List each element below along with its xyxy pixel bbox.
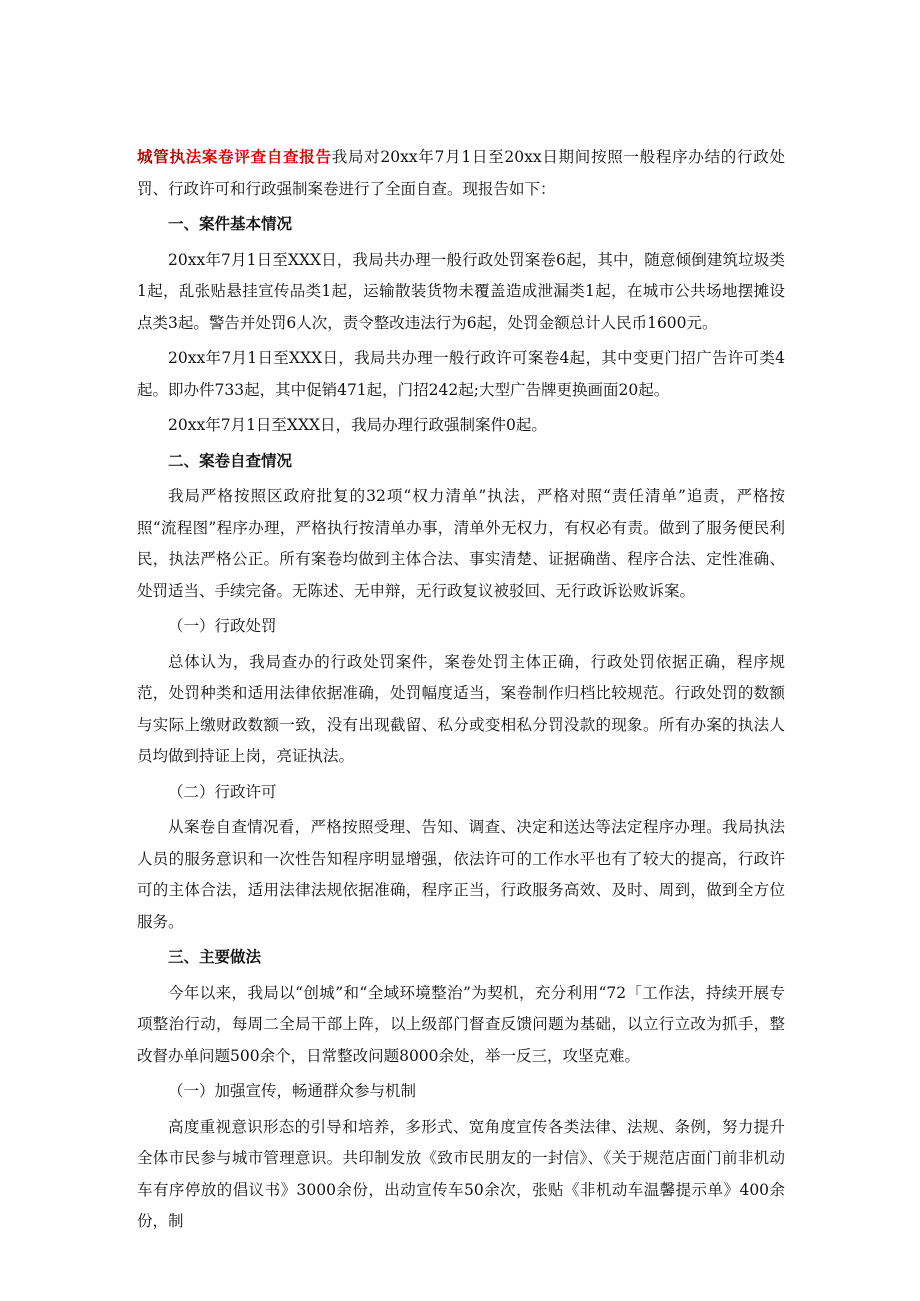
section3-subheading-1: （一）加强宣传，畅通群众参与机制 [168, 1082, 417, 1100]
section2-subheading-1: （一）行政处罚 [168, 617, 277, 635]
section2-paragraph-1: 我局严格按照区政府批复的32项“权力清单”执法，严格对照“责任清单”追责，严格按照“流程图”程序办理，严格执行按清单办事，清单外无权力，有权必有责。做到了服务便民利民，执法严格公正。所有案卷均做到主体合法、事实清楚、证据确凿、程序合法、定性准确、处罚适当、手续完备。无陈述、无申辩，无行政复议被驳回、无行政诉讼败诉案。 [137, 487, 785, 600]
intro-paragraph [137, 142, 785, 205]
section2-subheading-2: （二）行政许可 [168, 782, 277, 801]
section2-heading: 二、案卷自查情况 [168, 451, 293, 470]
report-title-part1: 城管执 [137, 148, 186, 166]
section2-sub1-paragraph: 总体认为，我局查办的行政处罚案件，案卷处罚主体正确，行政处罚依据正确，程序规范，处罚种类和适用法律依据准确，处罚幅度适当，案卷制作归档比较规范。行政处罚的数额与实际上缴财政数额一致，没有出现截留、私分或变相私分罚没款的现象。所有办案的执法人员均做到持证上岗，亮证执法。 [137, 652, 785, 765]
intro-text: 我局对20xx年7月1日至20xx日期间按照一般程序办结的行政处罚、行政许可和行政强制案卷进行了全面自查。现报告如下： [137, 148, 785, 198]
section1-paragraph-3: 20xx年7月1日至XXX日，我局办理行政强制案件0起。 [168, 416, 547, 434]
report-title-part2: 法案卷评查自查报告 [185, 148, 332, 166]
section2-sub2-paragraph: 从案卷自查情况看，严格按照受理、告知、调查、决定和送达等法定程序办理。我局执法人员的服务意识和一次性告知程序明显增强，依法许可的工作水平也有了较大的提高，行政许可的主体合法，适用法律法规依据准确，程序正当，行政服务高效、及时、周到，做到全方位服务。 [137, 818, 785, 931]
document-body [137, 142, 785, 1242]
section3-paragraph-1: 今年以来，我局以“创城”和“全域环境整治”为契机，充分利用“72「工作法，持续开展专项整治行动，每周二全局干部上阵，以上级部门督查反馈问题为基础，以立行立改为抓手，整改督办单问题500余个，日常整改问题8000余处，举一反三，攻坚克难。 [137, 983, 785, 1065]
section1-heading: 一、案件基本情况 [168, 215, 293, 233]
section1-paragraph-1: 20xx年7月1日至XXX日，我局共办理一般行政处罚案卷6起，其中，随意倾倒建筑垃圾类1起，乱张贴悬挂宣传品类1起，运输散装货物未覆盖造成泄漏类1起，在城市公共场地摆摊设点类3起。警告并处罚6人次，责令整改违法行为6起，处罚金额总计人民币1600元。 [137, 250, 785, 332]
section3-heading: 三、主要做法 [168, 948, 262, 966]
section1-paragraph-2: 20xx年7月1日至XXX日，我局共办理一般行政许可案卷4起，其中变更门招广告许可类4起。即办件733起，其中促销471起，门招242起;大型广告牌更换画面20起。 [137, 349, 785, 399]
section3-sub1-paragraph: 高度重视意识形态的引导和培养，多形式、宽角度宣传各类法律、法规、条例，努力提升全体市民参与城市管理意识。共印制发放《致市民朋友的一封信》、《关于规范店面门前非机动车有序停放的倡议书》3000余份，出动宣传车50余次，张贴《非机动车温馨提示单》400余份，制 [137, 1117, 785, 1230]
